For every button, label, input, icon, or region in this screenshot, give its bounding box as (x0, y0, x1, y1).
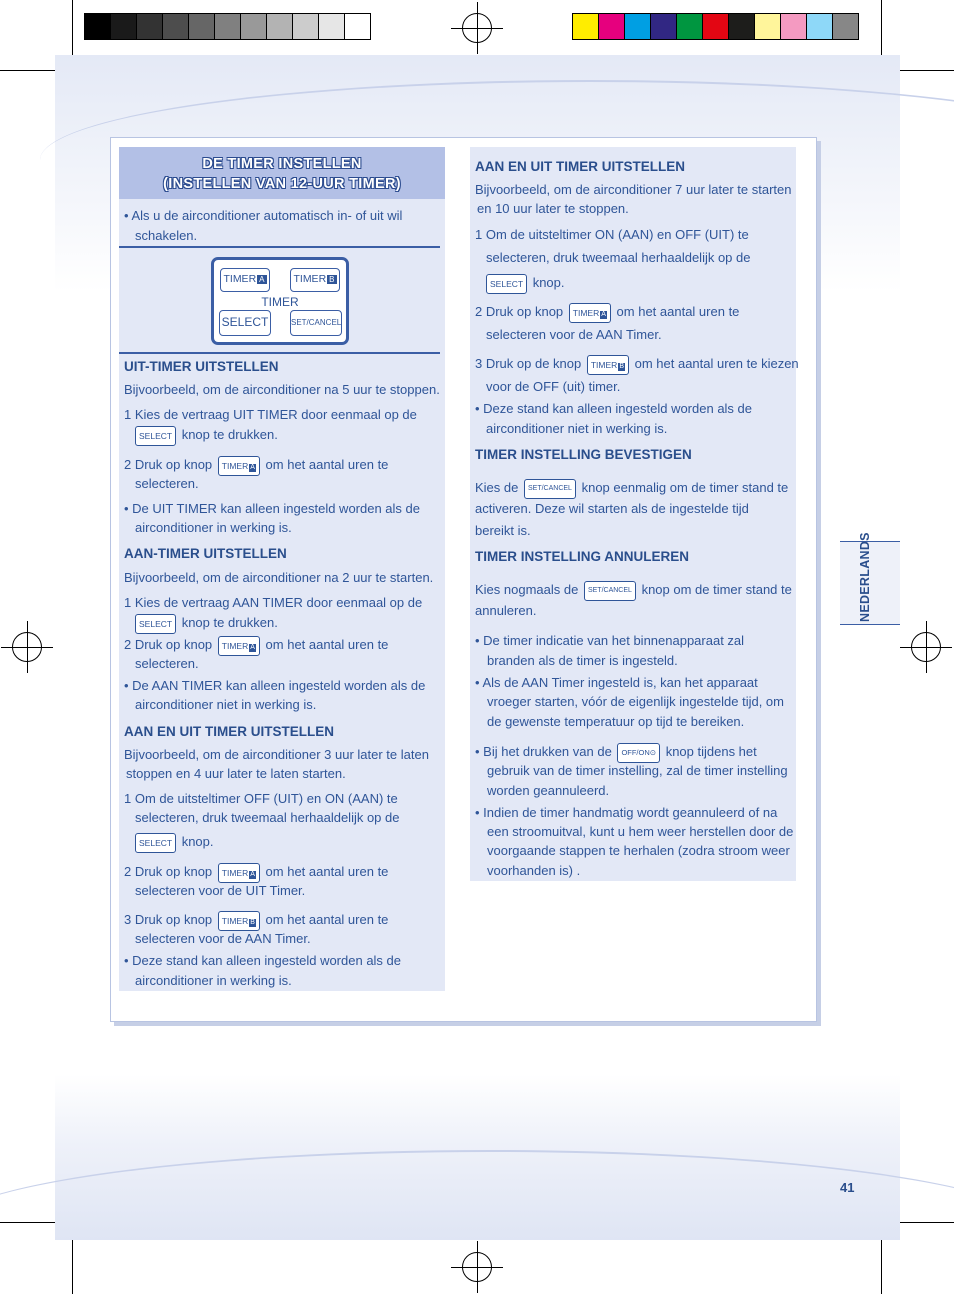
color-swatch (572, 13, 599, 40)
body-text: activeren. Deze wil starten als de ingestelde tijd (475, 501, 749, 516)
crop-mark (881, 0, 882, 55)
decorative-swoosh (0, 1150, 954, 1294)
example-text: stoppen en 4 uur later te laten starten. (126, 766, 346, 781)
select-key: SELECT (486, 274, 527, 294)
color-bar (572, 13, 858, 40)
language-label: NEDERLANDS (858, 532, 872, 622)
step-text: selecteren. (135, 476, 199, 491)
example-text: Bijvoorbeeld, om de airconditioner 7 uur later te starten (475, 182, 792, 197)
registration-mark (462, 13, 492, 43)
example-text: Bijvoorbeeld, om de airconditioner na 2 uur te starten. (124, 570, 434, 585)
divider (119, 352, 440, 354)
step-text-part: knop. (181, 834, 214, 849)
timer-a-key (218, 636, 260, 656)
step-text (475, 302, 739, 323)
crop-mark (0, 70, 55, 71)
intro-line: schakelen. (135, 228, 198, 243)
step-text: 1 Om de uitsteltimer ON (AAN) en OFF (UIT) te (475, 227, 749, 242)
key-badge: B (619, 362, 624, 370)
step-text-part: om het aantal uren te kiezen (634, 356, 799, 371)
key-badge: A (601, 310, 606, 318)
step-text (475, 354, 799, 375)
key-badge: A (250, 870, 255, 878)
note-text: worden geannuleerd. (487, 783, 610, 798)
step-text (124, 455, 388, 476)
select-button[interactable]: SELECT (219, 310, 271, 336)
gray-swatch (162, 13, 189, 40)
color-swatch (676, 13, 703, 40)
timer-a-button[interactable] (220, 268, 270, 292)
timer-a-key (218, 863, 260, 883)
note-text (475, 742, 757, 763)
section-heading: TIMER INSTELLING BEVESTIGEN (475, 447, 692, 462)
body-text (475, 580, 792, 601)
gray-swatch (110, 13, 137, 40)
step-text-part: knop. (532, 275, 565, 290)
title-line-1: DE TIMER INSTELLEN (202, 156, 362, 172)
color-swatch (702, 13, 729, 40)
step-text-part: 2 Druk op knop (124, 864, 213, 879)
select-key: SELECT (135, 833, 176, 853)
color-swatch (624, 13, 651, 40)
key-badge: A (250, 463, 255, 471)
note-text: • De UIT TIMER kan alleen ingesteld worden als de (124, 501, 420, 516)
note-text: • Deze stand kan alleen ingesteld worden als de (475, 401, 753, 416)
grayscale-bar (84, 13, 370, 40)
body-text-part: Kies nogmaals de (475, 582, 579, 597)
step-text (133, 425, 278, 446)
button-badge: B (329, 275, 335, 284)
step-text: 1 Om de uitsteltimer OFF (UIT) en ON (AAN) te (124, 791, 398, 806)
section-heading: TIMER INSTELLING ANNULEREN (475, 549, 689, 564)
gray-swatch (344, 13, 371, 40)
page-number: 41 (840, 1180, 855, 1195)
note-text: • De timer indicatie van het binnenapparaat zal (475, 633, 745, 648)
step-text-part: om het aantal uren te (265, 457, 389, 472)
color-swatch (806, 13, 833, 40)
color-swatch (650, 13, 677, 40)
key-label: TIMER (221, 915, 249, 926)
step-text (484, 273, 565, 294)
note-text: airconditioner niet in werking is. (135, 697, 317, 712)
step-text: selecteren voor de UIT Timer. (135, 883, 306, 898)
step-text: selecteren, druk tweemaal herhaaldelijk op de (135, 810, 400, 825)
step-text (124, 910, 388, 931)
section-heading: UIT-TIMER UITSTELLEN (124, 359, 279, 374)
gray-swatch (136, 13, 163, 40)
color-swatch (832, 13, 859, 40)
timer-label: TIMER (261, 295, 299, 309)
step-text-part: knop te drukken. (181, 427, 278, 442)
step-text-part: 2 Druk op knop (475, 304, 564, 319)
registration-mark (911, 632, 941, 662)
note-text: • Indien de timer handmatig wordt geannuleerd of na (475, 805, 778, 820)
step-text-part: om het aantal uren te (616, 304, 740, 319)
timer-b-button[interactable] (290, 268, 340, 292)
body-text (475, 478, 788, 499)
step-text-part: knop te drukken. (181, 615, 278, 630)
step-text (133, 613, 278, 634)
step-text-part: om het aantal uren te (265, 912, 389, 927)
key-badge: B (250, 918, 255, 926)
timer-a-key (218, 456, 260, 476)
registration-mark (12, 632, 42, 662)
intro-line: • Als u de airconditioner automatisch in- of uit wil (124, 208, 403, 223)
key-badge: A (250, 643, 255, 651)
body-text-part: Kies de (475, 480, 519, 495)
color-swatch (728, 13, 755, 40)
select-key: SELECT (135, 614, 176, 634)
note-text: airconditioner in werking is. (135, 520, 292, 535)
note-text: airconditioner niet in werking is. (486, 421, 668, 436)
crop-mark (899, 70, 954, 71)
step-text: selecteren voor de AAN Timer. (486, 327, 662, 342)
note-text: airconditioner in werking is. (135, 973, 292, 988)
note-text-part: • Bij het drukken van de (475, 744, 612, 759)
gray-swatch (292, 13, 319, 40)
example-text: Bijvoorbeeld, om de airconditioner na 5 uur te stoppen. (124, 382, 440, 397)
timer-b-key (218, 911, 260, 931)
example-text: Bijvoorbeeld, om de airconditioner 3 uur later te laten (124, 747, 429, 762)
section-title (119, 147, 445, 199)
language-tab (840, 532, 900, 625)
note-text: • Als de AAN Timer ingesteld is, kan het apparaat (475, 675, 758, 690)
key-label: TIMER (572, 307, 600, 318)
note-text: vroeger starten, vóór de eigenlijk ingestelde tijd, om (487, 694, 784, 709)
crop-mark (72, 0, 73, 55)
step-text: selecteren. (135, 656, 199, 671)
note-text: voorgaande stappen te herhalen (zodra stroom weer (487, 843, 790, 858)
step-text-part: 2 Druk op knop (124, 637, 213, 652)
step-text (124, 862, 388, 883)
button-label: TIMER (223, 273, 257, 285)
title-line-2: (INSTELLEN VAN 12-UUR TIMER) (163, 176, 401, 192)
section-heading: AAN EN UIT TIMER UITSTELLEN (475, 159, 685, 174)
set-cancel-key: SET/CANCEL (524, 479, 576, 499)
step-text: selecteren, druk tweemaal herhaaldelijk op de (486, 250, 751, 265)
body-text: annuleren. (475, 603, 537, 618)
step-text-part: om het aantal uren te (265, 864, 389, 879)
set-cancel-button[interactable]: SET/CANCEL (290, 310, 342, 336)
body-text-part: knop eenmalig om de timer stand te (581, 480, 789, 495)
key-label: TIMER (221, 867, 249, 878)
gray-swatch (266, 13, 293, 40)
step-text-part: om het aantal uren te (265, 637, 389, 652)
note-text: gebruik van de timer instelling, zal de timer instelling (487, 763, 788, 778)
example-text: en 10 uur later te stoppen. (477, 201, 629, 216)
key-label: TIMER (221, 460, 249, 471)
step-text: 1 Kies de vertraag AAN TIMER door eenmaal op de (124, 595, 423, 610)
off-on-key: OFF/ON⊙ (617, 743, 660, 763)
note-text: een stroomuitval, kunt u hem weer herstellen door de (487, 824, 794, 839)
select-key: SELECT (135, 426, 176, 446)
button-label: TIMER (293, 273, 327, 285)
gray-swatch (188, 13, 215, 40)
step-text: voor de OFF (uit) timer. (486, 379, 621, 394)
divider (119, 246, 440, 248)
section-heading: AAN EN UIT TIMER UITSTELLEN (124, 724, 334, 739)
step-text-part: 3 Druk op de knop (475, 356, 582, 371)
step-text-part: 3 Druk op knop (124, 912, 213, 927)
color-swatch (754, 13, 781, 40)
note-text: • De AAN TIMER kan alleen ingesteld worden als de (124, 678, 426, 693)
note-text: voorhanden is) . (487, 863, 581, 878)
gray-swatch (318, 13, 345, 40)
section-heading: AAN-TIMER UITSTELLEN (124, 546, 287, 561)
key-label: TIMER (590, 359, 618, 370)
step-text: 1 Kies de vertraag UIT TIMER door eenmaal op de (124, 407, 417, 422)
step-text-part: 2 Druk op knop (124, 457, 213, 472)
color-swatch (780, 13, 807, 40)
key-label: TIMER (221, 640, 249, 651)
note-text-part: knop tijdens het (665, 744, 757, 759)
color-swatch (598, 13, 625, 40)
timer-a-key (569, 303, 611, 323)
remote-timer-panel (211, 257, 349, 345)
gray-swatch (214, 13, 241, 40)
step-text: selecteren voor de AAN Timer. (135, 931, 311, 946)
step-text (133, 832, 214, 853)
note-text: branden als de timer is ingesteld. (487, 653, 678, 668)
body-text-part: knop om de timer stand te (641, 582, 792, 597)
button-badge: A (259, 275, 265, 284)
set-cancel-key: SET/CANCEL (584, 581, 636, 601)
gray-swatch (240, 13, 267, 40)
step-text (124, 635, 388, 656)
note-text: • Deze stand kan alleen ingesteld worden als de (124, 953, 402, 968)
timer-b-key (587, 355, 629, 375)
note-text: de gewenste temperatuur op tijd te bereiken. (487, 714, 745, 729)
gray-swatch (84, 13, 111, 40)
body-text: bereikt is. (475, 523, 531, 538)
